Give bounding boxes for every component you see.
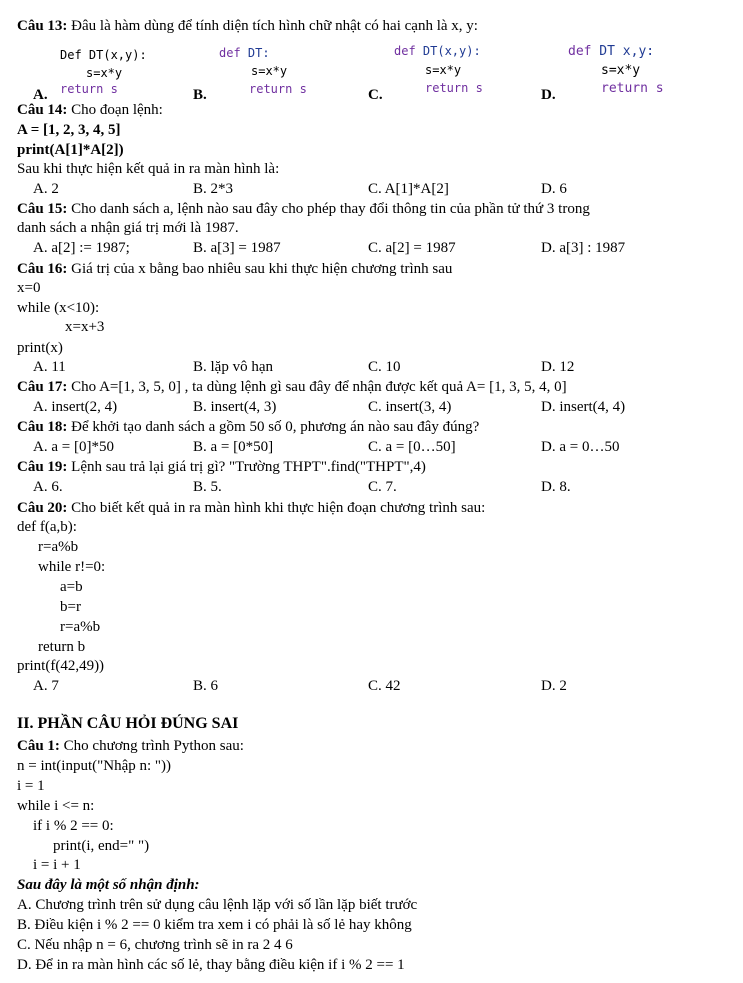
q19-text: Lệnh sau trả lại giá trị gì? "Trường THPT".find("THPT",4) (71, 459, 426, 475)
q20-option-c: C. 42 (368, 678, 401, 694)
q13-a-line3: return s (60, 82, 118, 96)
q18-label: Câu 18: (17, 419, 68, 435)
q13-a-letter: A. (33, 87, 48, 103)
q20-option-b: B. 6 (193, 678, 219, 694)
q20-code-line5: b=r (60, 599, 81, 615)
q13-d-line3: return s (601, 81, 664, 96)
s2-code-line2: i = 1 (17, 778, 45, 794)
q13-b-line1 (219, 44, 270, 63)
q20-code-line1: def f(a,b): (17, 519, 77, 535)
q16-label: Câu 16: (17, 261, 68, 277)
q16-stem (17, 260, 452, 278)
q15-label: Câu 15: (17, 201, 68, 217)
q14-code-line2: print(A[1]*A[2]) (17, 142, 124, 158)
q15-option-b: B. a[3] = 1987 (193, 240, 281, 256)
q18-text: Để khởi tạo danh sách a gồm 50 số 0, phương án nào sau đây đúng? (71, 419, 480, 435)
q15-text2: danh sách a nhận giá trị mới là 1987. (17, 220, 239, 236)
q16-option-c: C. 10 (368, 359, 401, 375)
q15-stem (17, 200, 590, 218)
q13-b-line3: return s (249, 82, 307, 96)
q19-option-b: B. 5. (193, 479, 222, 495)
q14-option-c: C. A[1]*A[2] (368, 181, 449, 197)
q15-option-d: D. a[3] : 1987 (541, 240, 626, 256)
q20-code-line2: r=a%b (38, 539, 79, 555)
q17-option-c: C. insert(3, 4) (368, 399, 452, 415)
q13-b-line2: s=x*y (251, 64, 288, 78)
q13-c-sig: DT(x,y): (415, 44, 481, 58)
q19-option-a: A. 6. (33, 479, 63, 495)
q14-label: Câu 14: (17, 102, 68, 118)
s2-code-line6: i = i + 1 (33, 857, 81, 873)
q20-code-line4: a=b (60, 579, 83, 595)
s2-q1-label: Câu 1: (17, 738, 60, 754)
q20-code-line7: return b (38, 639, 86, 655)
q13-b-sig: DT: (240, 46, 270, 60)
q16-text: Giá trị của x bằng bao nhiêu sau khi thực hiện chương trình sau (71, 261, 453, 277)
s2-code-line3: while i <= n: (17, 798, 95, 814)
q18-option-a: A. a = [0]*50 (33, 439, 114, 455)
q13-c-line2: s=x*y (425, 63, 462, 77)
q19-stem (17, 458, 426, 476)
q16-option-d: D. 12 (541, 359, 575, 375)
q20-option-d: D. 2 (541, 678, 567, 694)
s2-q1-text: Cho chương trình Python sau: (63, 738, 244, 754)
q16-code-line3: x=x+3 (65, 319, 105, 335)
q20-label: Câu 20: (17, 500, 68, 516)
q17-option-a: A. insert(2, 4) (33, 399, 118, 415)
s2-code-line5: print(i, end=" ") (53, 838, 150, 854)
q17-option-d: D. insert(4, 4) (541, 399, 626, 415)
q17-option-b: B. insert(4, 3) (193, 399, 277, 415)
q17-label: Câu 17: (17, 379, 68, 395)
s2-claim-a: A. Chương trình trên sử dụng câu lệnh lặp với số lần lặp biết trước (17, 897, 418, 913)
q18-option-c: C. a = [0…50] (368, 439, 456, 455)
q20-option-a: A. 7 (33, 678, 59, 694)
q16-code-line1: x=0 (17, 280, 41, 296)
q16-option-b: B. lặp vô hạn (193, 359, 273, 375)
q16-code-line2: while (x<10): (17, 300, 100, 316)
q17-text: Cho A=[1, 3, 5, 0] , ta dùng lệnh gì sau đây để nhận được kết quả A= [1, 3, 5, 4, 0] (71, 379, 567, 395)
s2-code-line4: if i % 2 == 0: (33, 818, 114, 834)
q16-code-line4: print(x) (17, 340, 63, 356)
s2-q1-stem (17, 737, 244, 755)
q13-d-letter: D. (541, 87, 556, 103)
q14-option-a: A. 2 (33, 181, 59, 197)
q13-c-line1 (394, 42, 481, 61)
q13-stem (17, 17, 478, 35)
q15-option-c: C. a[2] = 1987 (368, 240, 456, 256)
s2-claims-title: Sau đây là một số nhận định: (17, 877, 200, 893)
q18-option-d: D. a = 0…50 (541, 439, 620, 455)
s2-claim-d: D. Để in ra màn hình các số lẻ, thay bằng điều kiện if i % 2 == 1 (17, 957, 405, 973)
q13-c-line3: return s (425, 81, 483, 95)
q13-c-kw: def (394, 44, 416, 58)
q14-text: Cho đoạn lệnh: (71, 102, 163, 118)
section-2-title: II. PHẦN CÂU HỎI ĐÚNG SAI (17, 715, 239, 732)
q20-code-line3: while r!=0: (38, 559, 106, 575)
s2-code-line1: n = int(input("Nhập n: ")) (17, 758, 172, 774)
q14-text2: Sau khi thực hiện kết quả in ra màn hình là: (17, 161, 280, 177)
q14-option-d: D. 6 (541, 181, 567, 197)
s2-claim-c: C. Nếu nhập n = 6, chương trình sẽ in ra 2 4 6 (17, 937, 293, 953)
q18-stem (17, 418, 479, 436)
q13-d-sig: DT x,y: (591, 44, 655, 59)
q13-d-kw: def (568, 44, 592, 59)
q18-option-b: B. a = [0*50] (193, 439, 274, 455)
q20-stem (17, 499, 485, 517)
q13-b-kw: def (219, 46, 241, 60)
q20-text: Cho biết kết quả in ra màn hình khi thực hiện đoạn chương trình sau: (71, 500, 486, 516)
q13-label: Câu 13: (17, 18, 68, 34)
q16-option-a: A. 11 (33, 359, 66, 375)
q15-option-a: A. a[2] := 1987; (33, 240, 130, 256)
q13-a-line1: Def DT(x,y): (60, 48, 147, 62)
q20-code-line8: print(f(42,49)) (17, 658, 105, 674)
q19-label: Câu 19: (17, 459, 68, 475)
q14-stem (17, 101, 163, 119)
q14-code-line1: A = [1, 2, 3, 4, 5] (17, 122, 121, 138)
q13-text: Đâu là hàm dùng để tính diện tích hình chữ nhật có hai cạnh là x, y: (71, 18, 478, 34)
q20-code-line6: r=a%b (60, 619, 101, 635)
q13-d-line1 (568, 42, 654, 61)
q17-stem (17, 378, 567, 396)
q15-text: Cho danh sách a, lệnh nào sau đây cho phép thay đổi thông tin của phần tử thứ 3 trong (71, 201, 590, 217)
q19-option-d: D. 8. (541, 479, 571, 495)
q19-option-c: C. 7. (368, 479, 397, 495)
q13-d-line2: s=x*y (601, 63, 641, 78)
q13-c-letter: C. (368, 87, 383, 103)
q14-option-b: B. 2*3 (193, 181, 234, 197)
q13-a-line2: s=x*y (86, 66, 123, 80)
s2-claim-b: B. Điều kiện i % 2 == 0 kiểm tra xem i có phải là số lẻ hay không (17, 917, 412, 933)
q13-b-letter: B. (193, 87, 207, 103)
